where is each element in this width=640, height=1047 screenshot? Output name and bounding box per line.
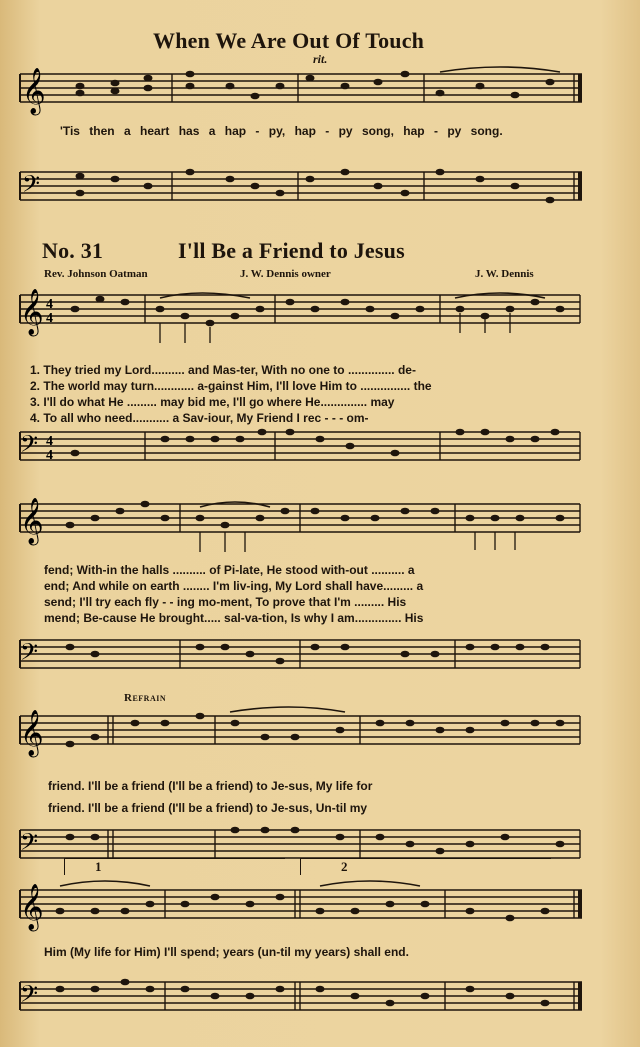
second-ending-bracket <box>300 858 551 875</box>
verse-line <box>30 362 432 378</box>
svg-text:𝄞: 𝄞 <box>20 710 44 756</box>
verse-number: 2. <box>30 379 41 393</box>
svg-text:4: 4 <box>46 434 53 449</box>
svg-text:4: 4 <box>46 311 53 326</box>
verse-text: To all who need........... a Sav-iour, My Friend I rec - - - om- <box>43 411 369 425</box>
lyric-word: song, <box>361 124 394 138</box>
system2-bass-staff <box>0 628 640 688</box>
verse-text: end; And while on earth ........ I'm liv-ing, My Lord shall have......... a <box>44 579 424 593</box>
svg-text:𝄞: 𝄞 <box>20 498 44 544</box>
svg-text:𝄞: 𝄞 <box>22 68 46 114</box>
refrain-lyrics <box>48 775 372 819</box>
hymn-title: I'll Be a Friend to Jesus <box>178 238 405 263</box>
lyric-word: py, <box>268 124 286 138</box>
verse-text: The world may turn............ a-gainst Him, I'll love Him to ............... the <box>43 379 432 393</box>
lyric-word: py <box>338 124 353 138</box>
svg-text:𝄢: 𝄢 <box>20 980 39 1013</box>
prev-treble-staff <box>0 62 640 122</box>
verse-line <box>30 394 432 410</box>
lyric-word: has <box>178 124 200 138</box>
verse-text: I'll do what He ......... may bid me, I'll go where He.............. may <box>43 395 395 409</box>
prev-hymn-title: When We Are Out Of Touch <box>153 28 425 53</box>
first-ending-bracket <box>64 858 285 875</box>
refrain-line: friend. I'll be a friend (I'll be a friend) to Je-sus, My life for <box>48 779 373 793</box>
svg-text:𝄞: 𝄞 <box>20 884 44 930</box>
lyric-word: a <box>123 124 131 138</box>
lyric-word: a <box>208 124 216 138</box>
verse-text: They tried my Lord.......... and Mas-ter, With no one to .............. de- <box>43 363 416 377</box>
lyric-word: hap - <box>224 124 260 138</box>
svg-text:𝄢: 𝄢 <box>20 638 39 671</box>
lyric-word: heart <box>140 124 170 138</box>
copyright-owner: J. W. Dennis owner <box>240 268 331 280</box>
final-lyric-line: Him (My life for Him) I'll spend; years (un-til my years) shall end. <box>44 945 409 959</box>
music-credit: J. W. Dennis <box>475 268 534 280</box>
svg-text:𝄞: 𝄞 <box>20 289 44 335</box>
svg-text:𝄢: 𝄢 <box>22 170 41 203</box>
refrain-line: friend. I'll be a friend (I'll be a friend) to Je-sus, Un-til my <box>48 801 368 815</box>
first-ending-number: 1 <box>95 859 102 874</box>
refrain-treble-staff <box>0 704 640 764</box>
second-ending-number: 2 <box>341 859 348 874</box>
hymn-number: No. 31 <box>42 238 104 263</box>
prev-bass-staff <box>0 160 640 220</box>
verse-number: 1. <box>30 363 41 377</box>
final-treble-staff <box>0 878 640 938</box>
verse-text: fend; With-in the halls .......... of Pi-late, He stood with-out .......... a <box>44 563 415 577</box>
system1-treble-staff <box>0 283 640 363</box>
prev-hymn-lyric <box>60 124 503 138</box>
svg-text:4: 4 <box>46 297 53 312</box>
final-bass-staff <box>0 970 640 1030</box>
verse-line <box>30 378 432 394</box>
svg-text:4: 4 <box>46 448 53 463</box>
verse-number: 4. <box>30 411 41 425</box>
verse-text: send; I'll try each fly - - ing mo-ment, To prove that I'm ......... His <box>44 595 407 609</box>
svg-text:𝄢: 𝄢 <box>20 430 39 463</box>
verse-number: 3. <box>30 395 41 409</box>
system2-treble-staff <box>0 492 640 562</box>
lyric-word: py <box>447 124 462 138</box>
verse-text: mend; Be-cause He brought..... sal-va-tion, Is why I am.............. His <box>44 611 424 625</box>
system1-verses <box>30 362 432 426</box>
refrain-label: Refrain <box>124 692 167 704</box>
svg-text:𝄢: 𝄢 <box>20 828 39 861</box>
system1-bass-staff <box>0 420 640 480</box>
words-credit: Rev. Johnson Oatman <box>44 268 148 280</box>
lyric-word: song. <box>470 124 503 138</box>
lyric-word: hap - <box>403 124 438 138</box>
system2-verses <box>44 562 423 626</box>
ritardando-marking: rit. <box>313 52 328 66</box>
lyric-word: 'Tis then <box>60 124 115 138</box>
lyric-word: hap - <box>294 124 330 138</box>
